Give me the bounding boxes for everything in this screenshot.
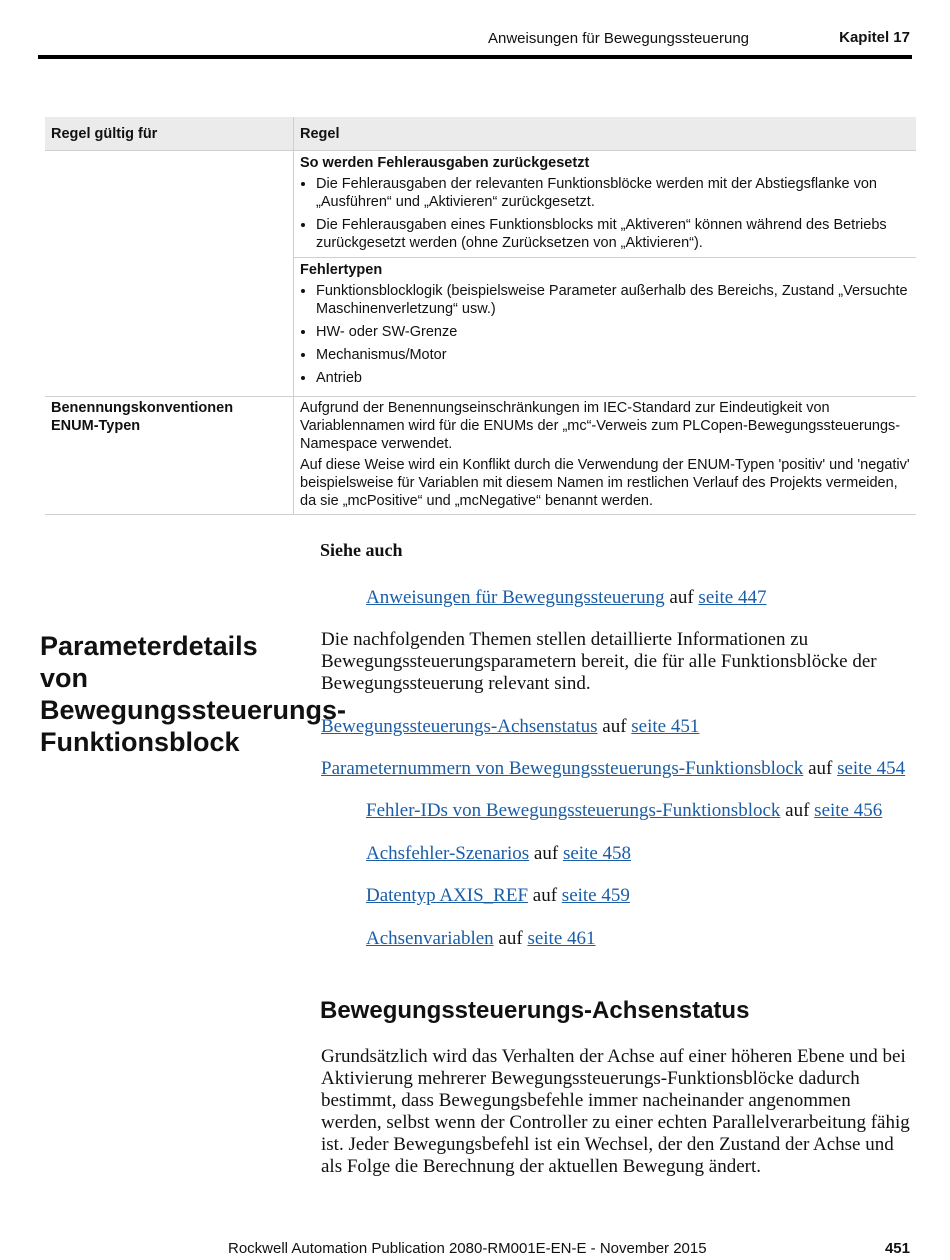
reset-title: So werden Fehlerausgaben zurückgesetzt — [300, 155, 590, 171]
naming-label-cell — [45, 397, 294, 515]
topic-link-line — [321, 716, 699, 738]
see-also-page-link[interactable]: seite 447 — [698, 587, 767, 608]
topic-link-line — [366, 928, 596, 950]
col-header-rule: Regel — [294, 117, 917, 151]
list-item: • HW- oder SW-Grenze — [316, 323, 910, 341]
topic-page-link[interactable]: seite 454 — [837, 758, 906, 779]
page-header — [38, 28, 912, 58]
topic-link[interactable]: Parameternummern von Bewegungssteuerungs-Funktionsblock — [321, 758, 804, 779]
link-on-text: auf — [785, 800, 810, 821]
list-item: • Mechanismus/Motor — [316, 346, 910, 364]
topic-link-line — [366, 843, 631, 865]
header-rule — [38, 55, 912, 59]
see-also-title: Siehe auch — [320, 540, 403, 560]
table-row — [45, 397, 916, 515]
topic-link[interactable]: Achsfehler-Szenarios — [366, 843, 530, 864]
col-header-applies: Regel gültig für — [45, 117, 294, 151]
topic-page-link[interactable]: seite 458 — [562, 843, 632, 864]
link-on-text: auf — [669, 587, 694, 608]
axis-status-heading: Bewegungssteuerungs-Achsenstatus — [320, 997, 750, 1024]
link-on-text: auf — [498, 928, 523, 949]
empty-cell — [45, 151, 294, 397]
section-intro: Die nachfolgenden Themen stellen detaillierte Informationen zu Bewegungssteuerungsparametern bereit, die für alle Funktionsblöcke der Bewegungssteuerung relevant sind. — [321, 629, 877, 694]
naming-label-line1: Benennungskonventionen — [51, 400, 234, 416]
link-on-text: auf — [602, 716, 627, 737]
naming-paragraph-2: Auf diese Weise wird ein Konflikt durch die Verwendung der ENUM-Typen 'positiv' und 'negativ' beispielsweise für Variablen mit diesem Namen im restlichen Verlauf des Projekts vermeiden, da sie „mcPositive“ und „mcNegative“ benannt werden. — [300, 457, 910, 509]
header-chapter: Kapitel 17 — [839, 29, 910, 46]
topic-link-line — [366, 885, 630, 907]
link-on-text: auf — [533, 843, 559, 864]
page-footer — [38, 1240, 912, 1260]
rules-table — [45, 117, 916, 515]
topic-link-line — [321, 758, 905, 780]
reset-list — [300, 175, 910, 252]
list-item: • Die Fehlerausgaben eines Funktionsblocks mit „Aktiveren“ können während des Betriebs zurückgesetzt werden (ohne Zurücksetzen von „Aktivieren“). — [316, 216, 910, 252]
table-header-row — [45, 117, 916, 151]
topic-link[interactable]: Datentyp AXIS_REF — [366, 885, 529, 906]
naming-paragraph-1: Aufgrund der Benennungseinschränkungen im IEC-Standard zur Eindeutigkeit von Variablennamen wird für die ENUMs der „mc“-Verweis zum PLCopen-Bewegungssteuerungs-Namespace verwendet. — [300, 400, 901, 452]
footer-publication: Rockwell Automation Publication 2080-RM001E-EN-E - November 2015 — [228, 1240, 707, 1257]
see-also-link[interactable]: Anweisungen für Bewegungssteuerung — [366, 587, 665, 608]
list-item: • Antrieb — [316, 369, 910, 387]
topic-page-link[interactable]: seite 451 — [631, 716, 700, 737]
topic-page-link[interactable]: seite 461 — [527, 928, 596, 949]
link-on-text: auf — [532, 885, 558, 906]
axis-status-body: Grundsätzlich wird das Verhalten der Achse auf einer höheren Ebene und bei Aktivierung mehrerer Bewegungssteuerungs-Funktionsblöcke dadurch bestimmt, dass Bewegungsbefehle immer nacheinander angenommen werden, selbst wenn der Controller zu einer echten Parallelverarbeitung fähig ist. Jeder Bewegungsbefehl ist ein Wechsel, der den Zustand der Achse und als Folge die Berechnung der aktuellen Bewegung ändert. — [321, 1046, 910, 1177]
topic-link-line — [366, 800, 882, 822]
naming-label-line2: ENUM-Typen — [51, 418, 141, 434]
list-item: • Funktionsblocklogik (beispielsweise Parameter außerhalb des Bereichs, Zustand „Versuchte Maschinenverletzung“ usw.) — [316, 282, 910, 318]
topic-link[interactable]: Fehler-IDs von Bewegungssteuerungs-Funktionsblock — [366, 800, 781, 821]
types-title: Fehlertypen — [300, 262, 383, 278]
header-title: Anweisungen für Bewegungssteuerung — [488, 30, 750, 47]
list-item: • Die Fehlerausgaben der relevanten Funktionsblöcke werden mit der Abstiegsflanke von „Ausführen“ und „Aktivieren“ zurückgesetzt. — [316, 175, 910, 211]
see-also-link-line — [366, 587, 767, 609]
section-heading: Parameterdetails von Bewegungssteuerungs-Funktionsblock — [40, 631, 347, 757]
footer-page-number: 451 — [884, 1240, 910, 1257]
topic-link[interactable]: Bewegungssteuerungs-Achsenstatus — [321, 716, 598, 737]
table-row — [45, 151, 916, 258]
types-list — [300, 282, 910, 387]
reset-cell — [294, 151, 917, 258]
naming-cell — [294, 397, 917, 515]
link-on-text: auf — [808, 758, 833, 779]
topic-link[interactable]: Achsenvariablen — [366, 928, 494, 949]
topic-page-link[interactable]: seite 456 — [814, 800, 883, 821]
topic-page-link[interactable]: seite 459 — [561, 885, 630, 906]
types-cell — [294, 258, 917, 397]
